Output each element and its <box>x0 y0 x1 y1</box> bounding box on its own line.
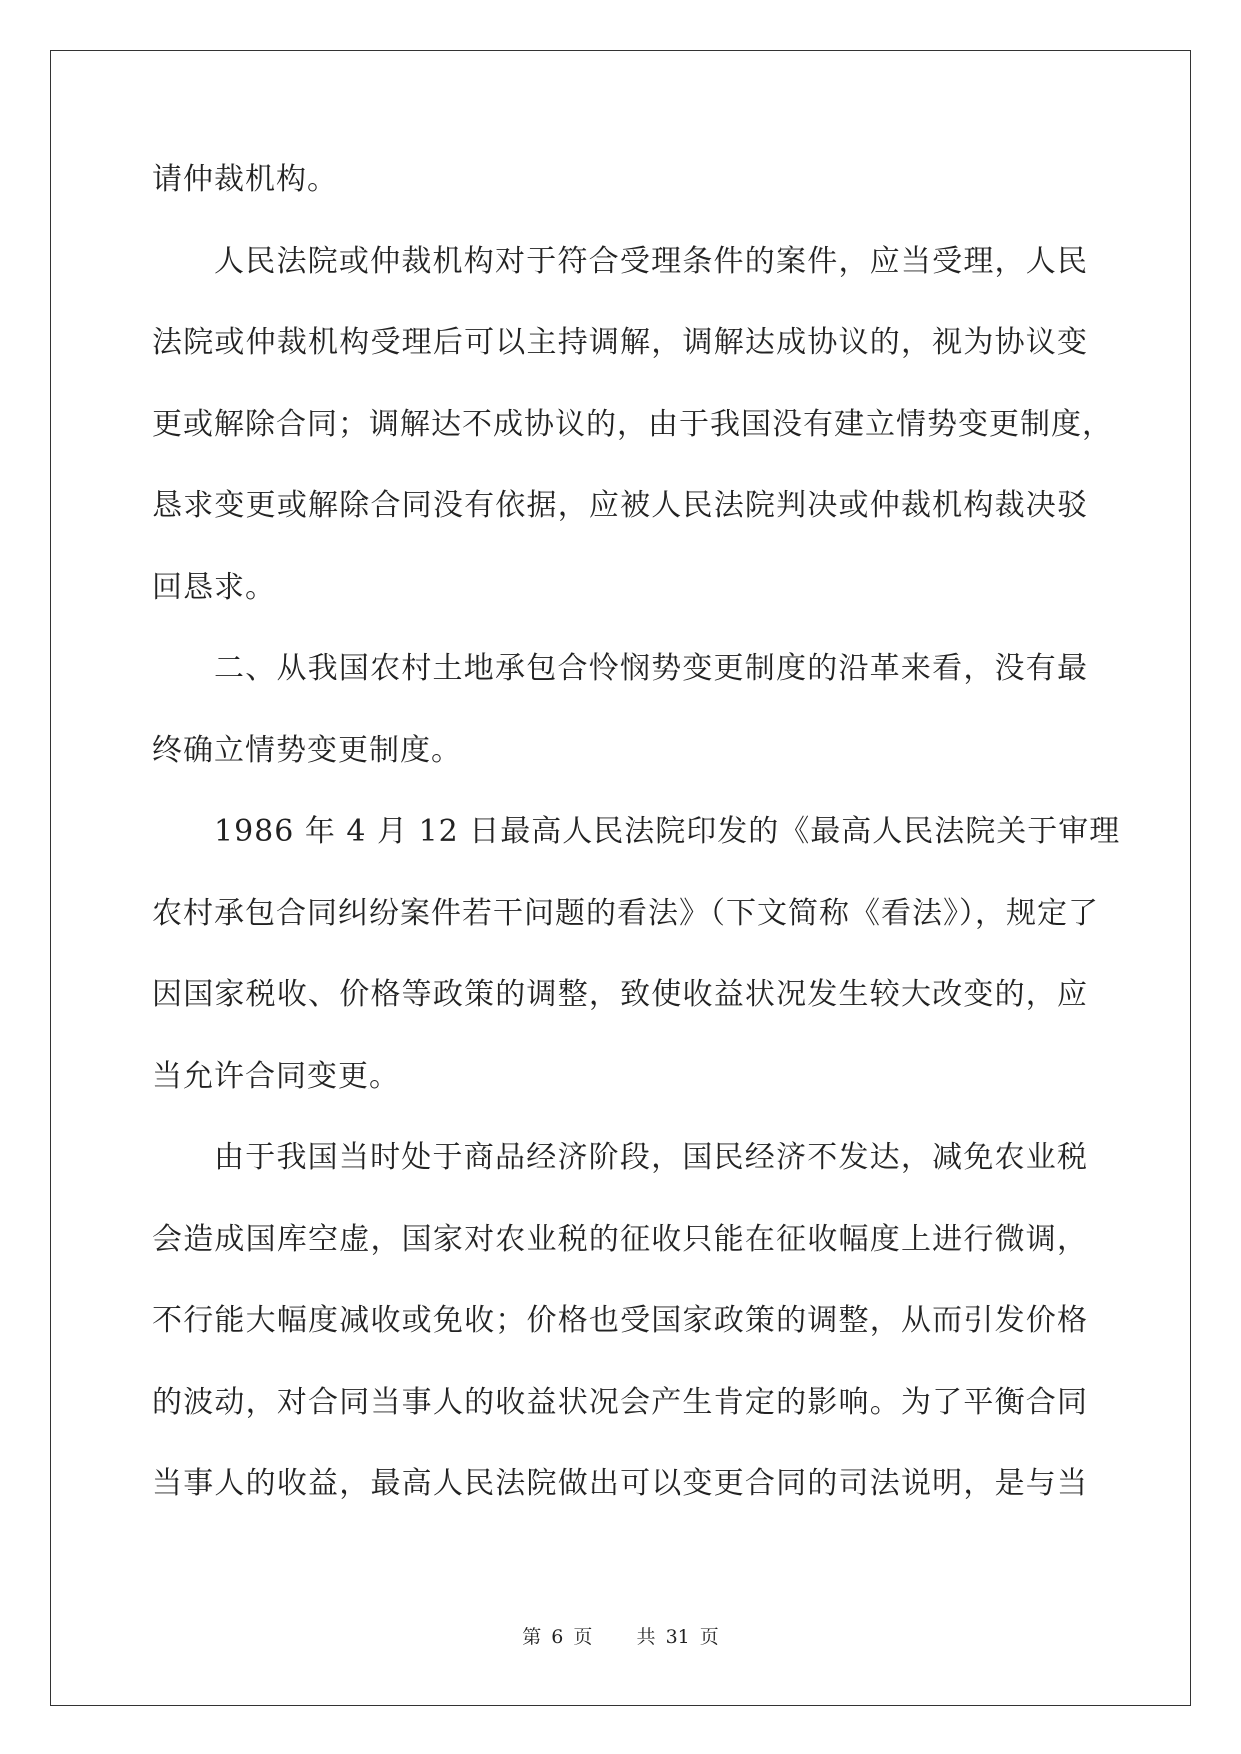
text-line: 人民法院或仲裁机构对于符合受理条件的案件，应当受理，人民 <box>214 243 1088 279</box>
text-line: 二、从我国农村土地承包合怜悯势变更制度的沿革来看，没有最 <box>214 651 1088 686</box>
text-line: 由于我国当时处于商品经济阶段，国民经济不发达，减免农业税 <box>214 1140 1088 1175</box>
page-footer <box>0 1622 1241 1649</box>
text-line: 更或解除合同；调解达不成协议的，由于我国没有建立情势变更制度， <box>152 406 1113 442</box>
page-number: 第 6 页 <box>522 1626 593 1648</box>
page-total: 共 31 页 <box>636 1626 719 1648</box>
text-line: 会造成国库空虚，国家对农业税的征收只能在征收幅度上进行微调， <box>152 1221 1088 1257</box>
document-body <box>152 160 1121 1546</box>
text-line: 的波动，对合同当事人的收益状况会产生肯定的影响。为了平衡合同 <box>152 1384 1088 1420</box>
text-line: 恳求变更或解除合同没有依据，应被人民法院判决或仲裁机构裁决驳 <box>152 488 1088 523</box>
text-line: 当允许合同变更。 <box>152 1058 400 1094</box>
text-line: 回恳求。 <box>152 569 276 605</box>
text-line: 终确立情势变更制度。 <box>152 732 462 768</box>
text-line: 法院或仲裁机构受理后可以主持调解，调解达成协议的，视为协议变 <box>152 325 1088 360</box>
text-line: 农村承包合同纠纷案件若干问题的看法》（下文简称《看法》），规定了 <box>152 895 1099 931</box>
text-line: 当事人的收益，最高人民法院做出可以变更合同的司法说明，是与当 <box>152 1466 1088 1501</box>
text-line: 请仲裁机构。 <box>152 162 338 197</box>
text-line: 不行能大幅度减收或免收；价格也受国家政策的调整，从而引发价格 <box>152 1303 1088 1338</box>
text-line: 1986 年 4 月 12 日最高人民法院印发的《最高人民法院关于审理 <box>214 814 1121 849</box>
text-line: 因国家税收、价格等政策的调整，致使收益状况发生较大改变的，应 <box>152 977 1088 1012</box>
